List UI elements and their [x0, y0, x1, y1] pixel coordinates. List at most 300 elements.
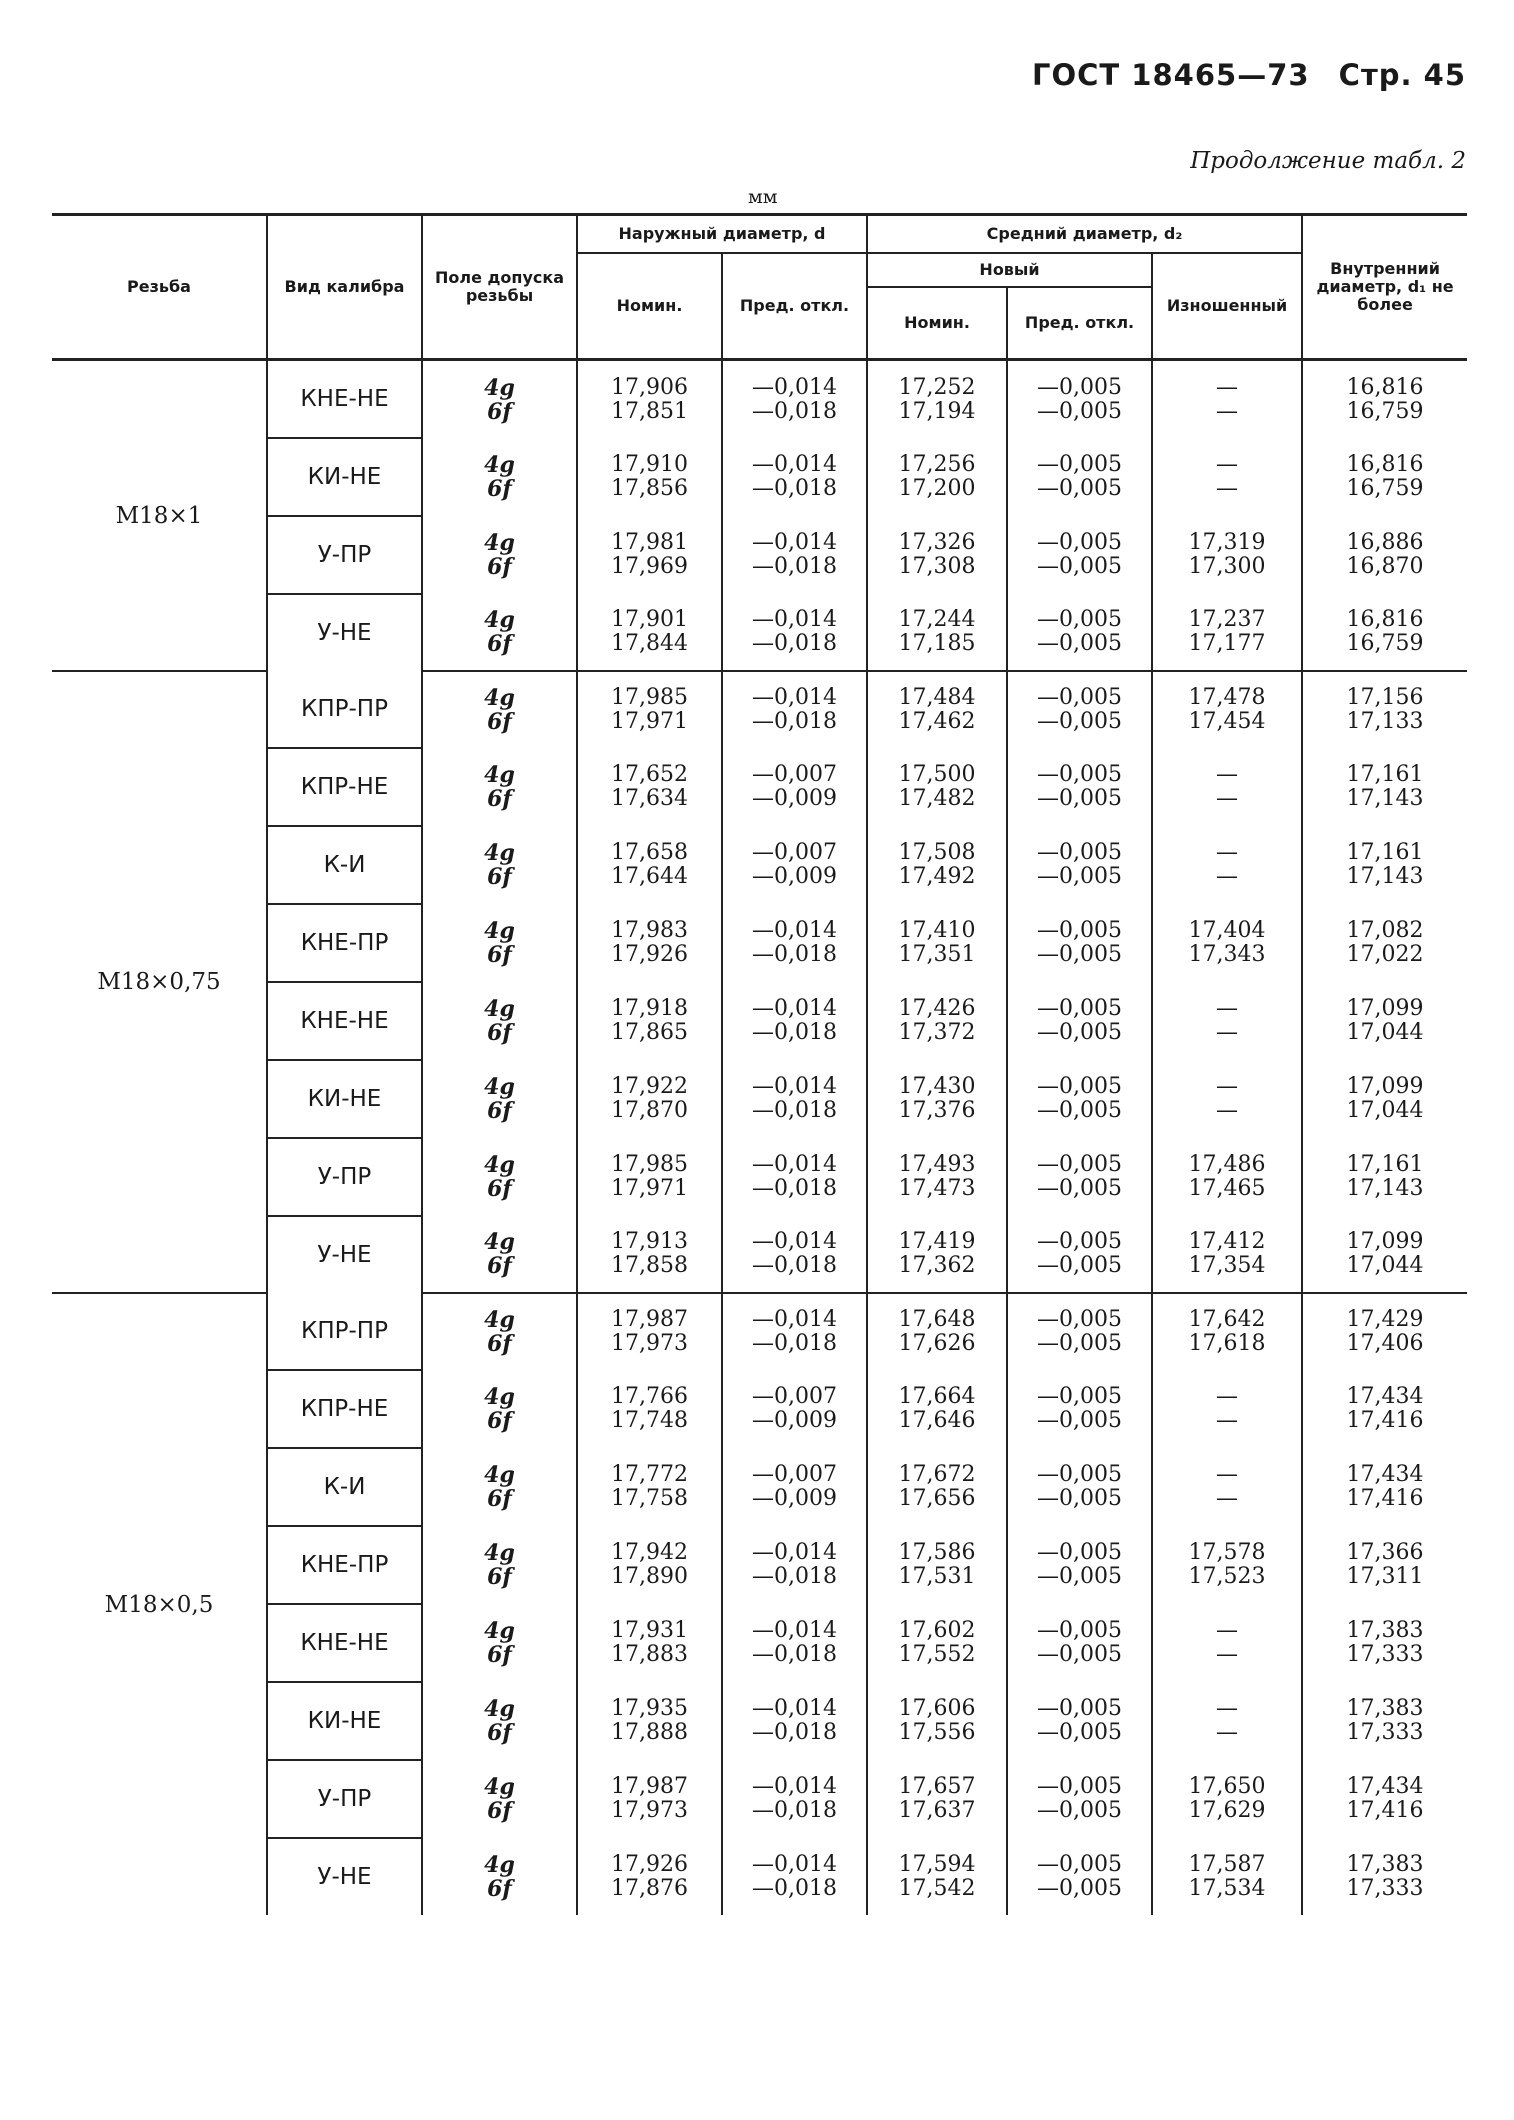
worn-value	[1152, 516, 1302, 594]
inner-diameter-value: 16,759	[1346, 631, 1424, 656]
tolerance-field-value: 4g	[484, 685, 515, 711]
worn-value-value: —	[1216, 1074, 1239, 1099]
outer-deviation	[722, 1138, 867, 1216]
outer-nominal-value: 17,973	[611, 1331, 688, 1356]
inner-diameter-value: 17,383	[1346, 1851, 1424, 1877]
inner-diameter	[1302, 360, 1467, 439]
worn-value	[1152, 1370, 1302, 1448]
outer-deviation-value: —0,018	[752, 1253, 837, 1278]
middle-deviation-value: —0,005	[1037, 631, 1122, 656]
outer-deviation	[722, 748, 867, 826]
col-outer-deviation: Пред. откл.	[722, 253, 867, 360]
tolerance-field-value: 6f	[487, 786, 512, 812]
outer-nominal	[577, 826, 722, 904]
middle-nominal-value: 17,194	[898, 398, 976, 424]
outer-nominal	[577, 671, 722, 748]
outer-nominal	[577, 748, 722, 826]
middle-deviation-value: —0,005	[1037, 1229, 1122, 1254]
middle-nominal	[867, 904, 1007, 982]
worn-value-value: 17,523	[1188, 1564, 1266, 1589]
middle-nominal-value: 17,308	[898, 554, 976, 579]
col-new: Новый	[867, 253, 1152, 287]
middle-deviation-value: —0,005	[1037, 1462, 1122, 1487]
worn-value-value: —	[1216, 398, 1239, 424]
worn-value-value: —	[1216, 1720, 1239, 1745]
worn-value	[1152, 748, 1302, 826]
outer-nominal-value: 17,856	[611, 476, 688, 501]
tolerance-field-value: 6f	[487, 1176, 512, 1202]
table-row	[52, 360, 1467, 439]
inner-diameter-value: 17,044	[1346, 1253, 1424, 1278]
outer-nominal-value: 17,971	[611, 709, 688, 734]
continuation-note: Продолжение табл. 2	[1190, 148, 1466, 174]
inner-diameter	[1302, 904, 1467, 982]
standard-number: ГОСТ 18465—73	[1032, 58, 1310, 92]
middle-nominal-value: 17,462	[898, 709, 976, 734]
inner-diameter-value: 17,161	[1346, 1152, 1424, 1177]
table-body	[52, 360, 1467, 1916]
outer-deviation-value: —0,007	[752, 762, 837, 787]
outer-nominal-value: 17,644	[611, 864, 688, 889]
outer-nominal	[577, 594, 722, 671]
middle-deviation	[1007, 1448, 1152, 1526]
inner-diameter	[1302, 1760, 1467, 1838]
middle-nominal-value: 17,256	[898, 452, 976, 477]
inner-diameter-value: 17,333	[1346, 1875, 1424, 1901]
tolerance-field-value: 4g	[484, 1307, 515, 1333]
outer-nominal-value: 17,748	[611, 1408, 688, 1433]
tolerance-field-value: 4g	[484, 1851, 515, 1878]
gauge-type: КПР-ПР	[267, 671, 422, 748]
middle-deviation	[1007, 516, 1152, 594]
middle-nominal-value: 17,430	[898, 1074, 976, 1099]
inner-diameter	[1302, 1138, 1467, 1216]
outer-nominal-value: 17,922	[611, 1074, 688, 1099]
tolerance-field-value: 6f	[487, 864, 512, 890]
middle-nominal	[867, 1060, 1007, 1138]
gauge-type: КНЕ-НЕ	[267, 1604, 422, 1682]
middle-nominal-value: 17,626	[898, 1331, 976, 1356]
middle-nominal-value: 17,508	[898, 840, 976, 865]
middle-deviation	[1007, 982, 1152, 1060]
middle-deviation	[1007, 748, 1152, 826]
worn-value-value: —	[1216, 1384, 1239, 1409]
tolerance-field	[422, 1370, 577, 1448]
middle-nominal	[867, 1760, 1007, 1838]
gauge-type: КНЕ-НЕ	[267, 360, 422, 439]
middle-deviation	[1007, 1682, 1152, 1760]
worn-value-value: 17,319	[1188, 530, 1266, 555]
middle-deviation	[1007, 1526, 1152, 1604]
outer-nominal	[577, 904, 722, 982]
middle-nominal	[867, 516, 1007, 594]
middle-deviation-value: —0,005	[1037, 709, 1122, 734]
middle-deviation-value: —0,005	[1037, 1176, 1122, 1201]
outer-nominal	[577, 1216, 722, 1293]
inner-diameter-value: 17,099	[1346, 1074, 1424, 1099]
middle-deviation-value: —0,005	[1037, 1074, 1122, 1099]
tolerance-field-value: 6f	[487, 1486, 512, 1512]
outer-deviation-value: —0,018	[752, 1020, 837, 1045]
outer-deviation-value: —0,014	[752, 452, 837, 477]
tolerance-field-value: 6f	[487, 554, 512, 580]
outer-deviation-value: —0,009	[752, 786, 837, 811]
col-tolerance: Поле допуска резьбы	[422, 215, 577, 360]
inner-diameter-value: 17,022	[1346, 942, 1424, 967]
middle-deviation-value: —0,005	[1037, 685, 1122, 710]
worn-value-value: —	[1216, 1618, 1239, 1643]
middle-deviation	[1007, 1760, 1152, 1838]
middle-nominal-value: 17,492	[898, 864, 976, 889]
outer-nominal	[577, 982, 722, 1060]
gauge-type: КИ-НЕ	[267, 1682, 422, 1760]
middle-nominal-value: 17,362	[898, 1253, 976, 1278]
outer-deviation	[722, 1838, 867, 1915]
outer-deviation-value: —0,014	[752, 918, 837, 943]
middle-nominal-value: 17,664	[898, 1384, 976, 1409]
outer-nominal-value: 17,987	[611, 1774, 688, 1799]
tolerance-field-value: 4g	[484, 1618, 515, 1644]
outer-nominal-value: 17,858	[611, 1253, 688, 1278]
tolerance-field-value: 4g	[484, 452, 515, 478]
outer-deviation-value: —0,014	[752, 685, 837, 710]
outer-deviation-value: —0,018	[752, 1798, 837, 1823]
inner-diameter-value: 16,759	[1346, 476, 1424, 501]
middle-deviation	[1007, 1838, 1152, 1915]
outer-nominal	[577, 1682, 722, 1760]
worn-value-value: 17,354	[1188, 1253, 1266, 1278]
gauge-type: КНЕ-НЕ	[267, 982, 422, 1060]
middle-deviation-value: —0,005	[1037, 1774, 1122, 1799]
middle-nominal-value: 17,500	[898, 762, 976, 787]
tolerance-field	[422, 826, 577, 904]
middle-nominal-value: 17,410	[898, 918, 976, 943]
tolerance-field	[422, 904, 577, 982]
outer-deviation	[722, 1760, 867, 1838]
gauge-type: У-ПР	[267, 1760, 422, 1838]
middle-nominal-value: 17,484	[898, 685, 976, 710]
middle-nominal-value: 17,473	[898, 1176, 976, 1201]
outer-nominal-value: 17,865	[611, 1020, 688, 1045]
inner-diameter-value: 17,333	[1346, 1720, 1424, 1745]
outer-nominal-value: 17,910	[611, 452, 688, 477]
outer-deviation-value: —0,018	[752, 631, 837, 656]
middle-nominal-value: 17,556	[898, 1720, 976, 1745]
gauge-table	[52, 213, 1467, 1915]
middle-deviation-value: —0,005	[1037, 864, 1122, 889]
middle-deviation-value: —0,005	[1037, 1720, 1122, 1745]
worn-value	[1152, 1682, 1302, 1760]
tolerance-field-value: 6f	[487, 631, 512, 657]
middle-deviation-value: —0,005	[1037, 918, 1122, 943]
tolerance-field	[422, 1060, 577, 1138]
outer-deviation-value: —0,014	[752, 1074, 837, 1099]
gauge-type: У-НЕ	[267, 1216, 422, 1293]
inner-diameter-value: 16,870	[1346, 554, 1424, 579]
inner-diameter-value: 16,816	[1346, 374, 1424, 400]
inner-diameter-value: 16,759	[1346, 398, 1424, 424]
outer-deviation-value: —0,018	[752, 1642, 837, 1667]
tolerance-field-value: 4g	[484, 1152, 515, 1178]
inner-diameter-value: 17,099	[1346, 1229, 1424, 1254]
middle-deviation-value: —0,005	[1037, 786, 1122, 811]
worn-value-value: —	[1216, 786, 1239, 811]
outer-deviation-value: —0,018	[752, 709, 837, 734]
outer-nominal-value: 17,985	[611, 1152, 688, 1177]
gauge-type: КПР-НЕ	[267, 1370, 422, 1448]
middle-deviation	[1007, 360, 1152, 439]
middle-deviation-value: —0,005	[1037, 1098, 1122, 1123]
inner-diameter-value: 17,366	[1346, 1540, 1424, 1565]
tolerance-field	[422, 1448, 577, 1526]
worn-value-value: 17,343	[1188, 942, 1266, 967]
middle-nominal	[867, 594, 1007, 671]
middle-deviation	[1007, 904, 1152, 982]
inner-diameter	[1302, 594, 1467, 671]
middle-deviation-value: —0,005	[1037, 996, 1122, 1021]
outer-deviation-value: —0,018	[752, 1176, 837, 1201]
outer-deviation-value: —0,018	[752, 476, 837, 501]
outer-deviation-value: —0,018	[752, 1098, 837, 1123]
middle-nominal-value: 17,376	[898, 1098, 976, 1123]
middle-deviation-value: —0,005	[1037, 1152, 1122, 1177]
inner-diameter-value: 17,333	[1346, 1642, 1424, 1667]
middle-nominal-value: 17,586	[898, 1540, 976, 1565]
middle-deviation-value: —0,005	[1037, 1384, 1122, 1409]
inner-diameter	[1302, 438, 1467, 516]
middle-deviation	[1007, 1216, 1152, 1293]
middle-nominal-value: 17,637	[898, 1798, 976, 1823]
worn-value-value: —	[1216, 996, 1239, 1021]
middle-nominal-value: 17,656	[898, 1486, 976, 1511]
inner-diameter-value: 17,161	[1346, 840, 1424, 865]
tolerance-field-value: 6f	[487, 1798, 512, 1824]
worn-value	[1152, 826, 1302, 904]
worn-value	[1152, 1760, 1302, 1838]
middle-nominal-value: 17,594	[898, 1851, 976, 1877]
worn-value	[1152, 594, 1302, 671]
outer-nominal-value: 17,758	[611, 1486, 688, 1511]
middle-nominal	[867, 671, 1007, 748]
outer-nominal	[577, 1293, 722, 1370]
middle-deviation	[1007, 1293, 1152, 1370]
outer-deviation	[722, 360, 867, 439]
inner-diameter-value: 17,434	[1346, 1462, 1424, 1487]
outer-deviation-value: —0,018	[752, 398, 837, 424]
outer-nominal-value: 17,983	[611, 918, 688, 943]
outer-deviation-value: —0,018	[752, 554, 837, 579]
outer-nominal-value: 17,658	[611, 840, 688, 865]
tolerance-field	[422, 360, 577, 439]
inner-diameter-value: 17,434	[1346, 1384, 1424, 1409]
middle-nominal-value: 17,646	[898, 1408, 976, 1433]
middle-deviation-value: —0,005	[1037, 1851, 1122, 1877]
inner-diameter-value: 17,416	[1346, 1798, 1424, 1823]
middle-nominal-value: 17,326	[898, 530, 976, 555]
inner-diameter	[1302, 982, 1467, 1060]
tolerance-field-value: 4g	[484, 1384, 515, 1410]
outer-deviation-value: —0,014	[752, 374, 837, 400]
middle-nominal	[867, 360, 1007, 439]
table-row	[52, 671, 1467, 748]
tolerance-field-value: 4g	[484, 1540, 515, 1566]
inner-diameter-value: 17,311	[1346, 1564, 1424, 1589]
middle-deviation-value: —0,005	[1037, 1564, 1122, 1589]
worn-value	[1152, 982, 1302, 1060]
gauge-type: К-И	[267, 1448, 422, 1526]
tolerance-field-value: 6f	[487, 1331, 512, 1357]
col-outer-diameter: Наружный диаметр, d	[577, 215, 867, 254]
outer-deviation	[722, 594, 867, 671]
middle-nominal-value: 17,426	[898, 996, 976, 1021]
worn-value-value: —	[1216, 864, 1239, 889]
middle-nominal	[867, 1526, 1007, 1604]
inner-diameter	[1302, 1060, 1467, 1138]
middle-nominal	[867, 1370, 1007, 1448]
middle-nominal	[867, 982, 1007, 1060]
middle-deviation-value: —0,005	[1037, 374, 1122, 400]
worn-value-value: —	[1216, 476, 1239, 501]
outer-nominal	[577, 1448, 722, 1526]
middle-nominal	[867, 1293, 1007, 1370]
middle-deviation	[1007, 438, 1152, 516]
gauge-type: КНЕ-ПР	[267, 1526, 422, 1604]
worn-value-value: —	[1216, 1696, 1239, 1721]
middle-nominal	[867, 1682, 1007, 1760]
tolerance-field	[422, 748, 577, 826]
worn-value-value: —	[1216, 1642, 1239, 1667]
middle-nominal-value: 17,244	[898, 607, 976, 632]
middle-deviation-value: —0,005	[1037, 1486, 1122, 1511]
inner-diameter-value: 16,816	[1346, 607, 1424, 632]
middle-deviation	[1007, 1370, 1152, 1448]
col-middle-nominal: Номин.	[867, 287, 1007, 360]
worn-value-value: —	[1216, 1408, 1239, 1433]
middle-deviation-value: —0,005	[1037, 840, 1122, 865]
worn-value	[1152, 360, 1302, 439]
middle-deviation-value: —0,005	[1037, 398, 1122, 424]
outer-nominal-value: 17,987	[611, 1307, 688, 1332]
middle-deviation	[1007, 826, 1152, 904]
outer-nominal-value: 17,906	[611, 374, 688, 400]
outer-deviation	[722, 1370, 867, 1448]
gauge-type: У-ПР	[267, 516, 422, 594]
outer-deviation-value: —0,018	[752, 942, 837, 967]
outer-nominal-value: 17,913	[611, 1229, 688, 1254]
tolerance-field-value: 6f	[487, 1875, 512, 1902]
page-number: Стр. 45	[1338, 58, 1466, 92]
worn-value	[1152, 438, 1302, 516]
inner-diameter-value: 17,044	[1346, 1098, 1424, 1123]
outer-nominal	[577, 1526, 722, 1604]
worn-value	[1152, 1216, 1302, 1293]
tolerance-field-value: 4g	[484, 1074, 515, 1100]
outer-nominal	[577, 1138, 722, 1216]
middle-nominal-value: 17,552	[898, 1642, 976, 1667]
worn-value	[1152, 904, 1302, 982]
inner-diameter-value: 17,143	[1346, 864, 1424, 889]
inner-diameter-value: 17,143	[1346, 1176, 1424, 1201]
middle-nominal-value: 17,482	[898, 786, 976, 811]
middle-nominal	[867, 826, 1007, 904]
worn-value-value: —	[1216, 452, 1239, 477]
outer-nominal	[577, 1370, 722, 1448]
tolerance-field-value: 4g	[484, 1696, 515, 1722]
worn-value	[1152, 1526, 1302, 1604]
col-outer-nominal: Номин.	[577, 253, 722, 360]
outer-deviation-value: —0,014	[752, 1229, 837, 1254]
tolerance-field	[422, 438, 577, 516]
outer-nominal-value: 17,918	[611, 996, 688, 1021]
table-row	[52, 1293, 1467, 1370]
middle-nominal	[867, 748, 1007, 826]
middle-deviation	[1007, 1060, 1152, 1138]
tolerance-field-value: 6f	[487, 1408, 512, 1434]
worn-value	[1152, 1060, 1302, 1138]
middle-deviation-value: —0,005	[1037, 1307, 1122, 1332]
tolerance-field-value: 4g	[484, 1462, 515, 1488]
middle-nominal-value: 17,648	[898, 1307, 976, 1332]
gauge-type: К-И	[267, 826, 422, 904]
col-middle-diameter: Средний диаметр, d₂	[867, 215, 1302, 254]
col-worn: Изношенный	[1152, 253, 1302, 360]
middle-deviation-value: —0,005	[1037, 607, 1122, 632]
middle-deviation-value: —0,005	[1037, 762, 1122, 787]
tolerance-field-value: 4g	[484, 530, 515, 556]
inner-diameter-value: 17,161	[1346, 762, 1424, 787]
outer-nominal	[577, 516, 722, 594]
outer-nominal-value: 17,901	[611, 607, 688, 632]
inner-diameter	[1302, 748, 1467, 826]
outer-deviation-value: —0,014	[752, 607, 837, 632]
outer-deviation-value: —0,009	[752, 1486, 837, 1511]
worn-value-value: —	[1216, 762, 1239, 787]
middle-nominal-value: 17,252	[898, 374, 976, 400]
outer-nominal-value: 17,926	[611, 1851, 688, 1877]
worn-value-value: 17,478	[1188, 685, 1266, 710]
outer-nominal-value: 17,652	[611, 762, 688, 787]
tolerance-field-value: 4g	[484, 996, 515, 1022]
tolerance-field-value: 6f	[487, 942, 512, 968]
tolerance-field-value: 6f	[487, 1253, 512, 1279]
middle-deviation-value: —0,005	[1037, 1020, 1122, 1045]
outer-deviation	[722, 904, 867, 982]
col-middle-deviation: Пред. откл.	[1007, 287, 1152, 360]
outer-deviation	[722, 1682, 867, 1760]
worn-value-value: 17,177	[1188, 631, 1266, 656]
middle-deviation-value: —0,005	[1037, 1408, 1122, 1433]
middle-nominal	[867, 438, 1007, 516]
outer-deviation-value: —0,014	[752, 1851, 837, 1877]
inner-diameter	[1302, 1604, 1467, 1682]
worn-value-value: 17,454	[1188, 709, 1266, 734]
outer-nominal	[577, 438, 722, 516]
middle-nominal	[867, 1838, 1007, 1915]
worn-value-value: 17,404	[1188, 918, 1266, 943]
outer-deviation-value: —0,007	[752, 1384, 837, 1409]
thread-label: M18×0,75	[52, 671, 267, 1293]
page-header	[1014, 58, 1466, 92]
tolerance-field	[422, 1216, 577, 1293]
tolerance-field-value: 6f	[487, 1720, 512, 1746]
gauge-type: КНЕ-ПР	[267, 904, 422, 982]
worn-value-value: 17,465	[1188, 1176, 1266, 1201]
outer-deviation-value: —0,014	[752, 1696, 837, 1721]
middle-deviation-value: —0,005	[1037, 476, 1122, 501]
outer-deviation	[722, 516, 867, 594]
inner-diameter	[1302, 516, 1467, 594]
tolerance-field-value: 4g	[484, 607, 515, 633]
